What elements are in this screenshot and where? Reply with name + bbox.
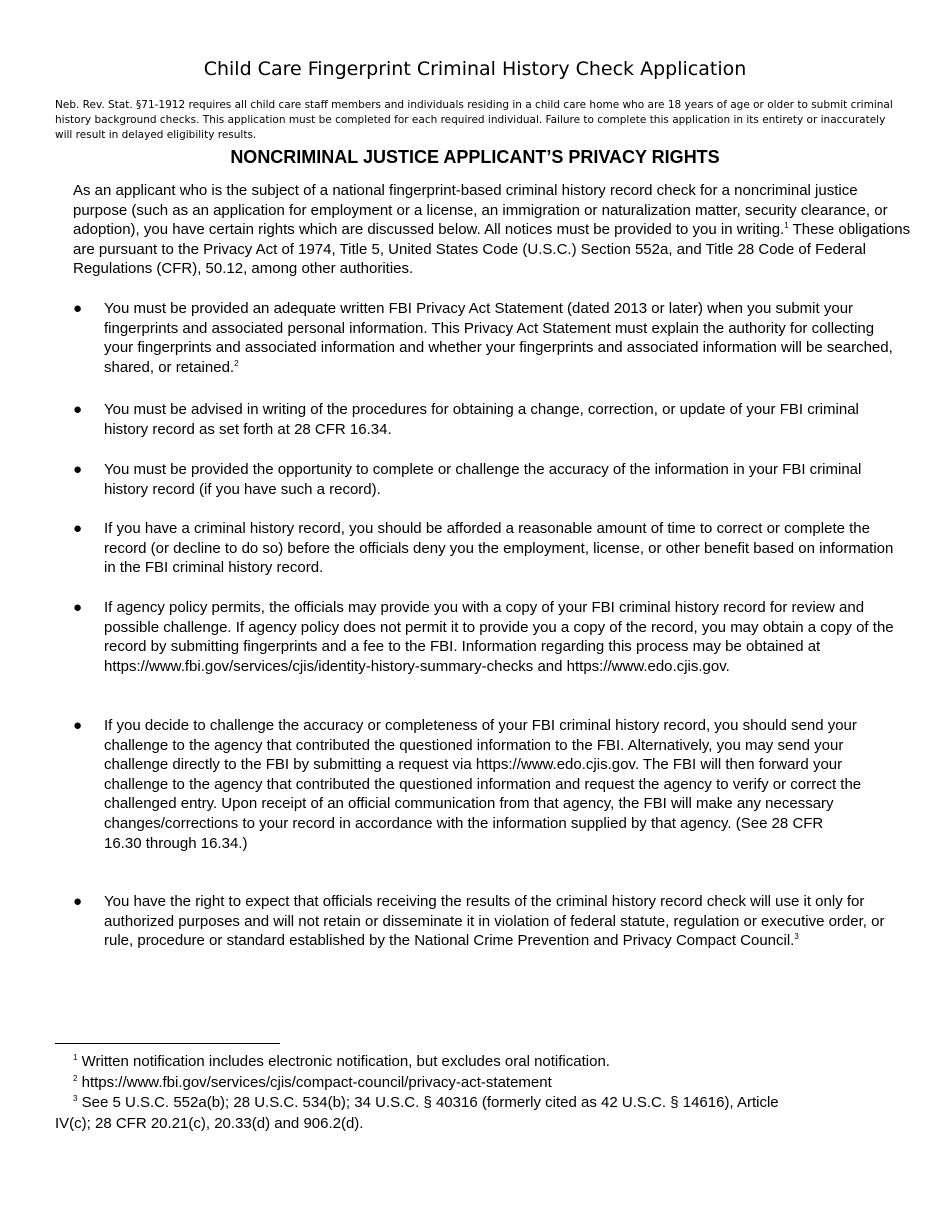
list-item-text: [104, 519, 894, 578]
footnote-2: [73, 1073, 873, 1094]
statute-note: Neb. Rev. Stat. §71-1912 requires all child care staff members and individuals residing in a child care home who are 18 years of age or older to submit criminal history background checks. This application must be completed for each required individual. Failure to complete this application in its entirety or inaccurately will result in delayed eligibility results.: [55, 99, 893, 141]
footnote-ref: 3: [794, 932, 799, 942]
list-item-body-continued: 16.30 through 16.34.): [104, 834, 248, 852]
list-item-body: If agency policy permits, the officials may provide you with a copy of your FBI criminal history record for review and possible challenge. If agency policy does not permit it to provide you a copy of the record, you may obtain a copy of the record by submitting fingerprints and a fee to the FBI. Information regarding this process may be obtained at https://www.fbi.gov/services/cjis/identity-history-summary-checks and https://www.edo.cjis.gov.: [104, 599, 894, 675]
footnote-3: [73, 1093, 873, 1114]
section-heading: NONCRIMINAL JUSTICE APPLICANT’S PRIVACY RIGHTS: [230, 147, 720, 167]
footnote-text: See 5 U.S.C. 552a(b); 28 U.S.C. 534(b); 34 U.S.C. § 40316 (formerly cited as 42 U.S.C. § 14616), Article: [77, 1094, 779, 1111]
footnote-text: https://www.fbi.gov/services/cjis/compact-council/privacy-act-statement: [77, 1073, 552, 1091]
list-item-body: You must be advised in writing of the procedures for obtaining a change, correction, or update of your FBI criminal history record as set forth at 28 CFR 16.34.: [104, 401, 859, 438]
list-item-body: If you decide to challenge the accuracy or completeness of your FBI criminal history record, you should send your challenge to the agency that contributed the questioned information to the FBI. Alternatively, you may send your challenge directly to the FBI by submitting a request via https://www.edo.cjis.gov. The FBI will then forward your challenge to the agency that contributed the questioned information and request the agency to verify or correct the challenged entry. Upon receipt of an official communication from that agency, the FBI will make any necessary changes/corrections to your record in accordance with the information supplied by that agency. (See 28 CFR: [104, 717, 862, 832]
footnote-divider: [55, 1043, 280, 1044]
bullet-icon: ●: [73, 401, 83, 418]
list-item-text: [104, 598, 894, 676]
intro-text-part2: These obligations are pursuant to the Privacy Act of 1974, Title 5, United States Code (U.S.C.) Section 552a, and Title 28 Code of Federal Regulations (CFR), 50.12, among other authorities.: [73, 221, 911, 278]
document-title: Child Care Fingerprint Criminal History Check Application: [203, 58, 747, 80]
bullet-icon: ●: [73, 520, 83, 537]
bullet-icon: ●: [73, 599, 83, 616]
list-item-body: You must be provided the opportunity to complete or challenge the accuracy of the information in your FBI criminal history record (if you have such a record).: [104, 461, 862, 498]
footnote-mark: 1: [73, 1053, 78, 1062]
footnote-1: [73, 1052, 873, 1073]
footnote-ref: 2: [234, 358, 239, 368]
footnotes: [55, 1052, 873, 1134]
list-item-text: [104, 716, 894, 853]
bullet-icon: ●: [73, 461, 83, 478]
list-item-text: [104, 299, 894, 377]
intro-paragraph: [73, 181, 913, 279]
bullet-icon: ●: [73, 717, 83, 734]
footnote-mark: 3: [73, 1094, 78, 1103]
bullet-icon: ●: [73, 300, 83, 317]
footnote-mark: 2: [73, 1073, 78, 1083]
footnote-3-continued: IV(c); 28 CFR 20.21(c), 20.33(d) and 906.2(d).: [55, 1114, 364, 1132]
list-item-text: [104, 892, 894, 951]
bullet-icon: ●: [73, 893, 83, 910]
list-item-body: You must be provided an adequate written FBI Privacy Act Statement (dated 2013 or later) when you submit your fingerprints and associated personal information. This Privacy Act Statement must explain the authority for collecting your fingerprints and associated information and whether your fingerprints and associated information will be searched, shared, or retained.: [104, 300, 893, 376]
list-item-body: You have the right to expect that officials receiving the results of the criminal history record check will use it only for authorized purposes and will not retain or disseminate it in violation of federal statute, regulation or executive order, or rule, procedure or standard established by the National Crime Prevention and Privacy Compact Council.: [104, 893, 885, 950]
intro-text-part1: As an applicant who is the subject of a national fingerprint-based criminal history record check for a noncriminal justice purpose (such as an application for employment or a license, an immigration or naturalization matter, security clearance, or adoption), you have certain rights which are discussed below. All notices must be provided to you in writing.: [73, 182, 888, 239]
footnote-ref: 1: [784, 221, 789, 231]
list-item-text: [104, 400, 894, 439]
list-item-body: If you have a criminal history record, you should be afforded a reasonable amount of time to correct or complete the record (or decline to do so) before the officials deny you the employment, license, or other benefit based on information in the FBI criminal history record.: [104, 520, 894, 577]
footnote-text: Written notification includes electronic notification, but excludes oral notification.: [77, 1053, 610, 1070]
list-item-text: [104, 460, 894, 499]
